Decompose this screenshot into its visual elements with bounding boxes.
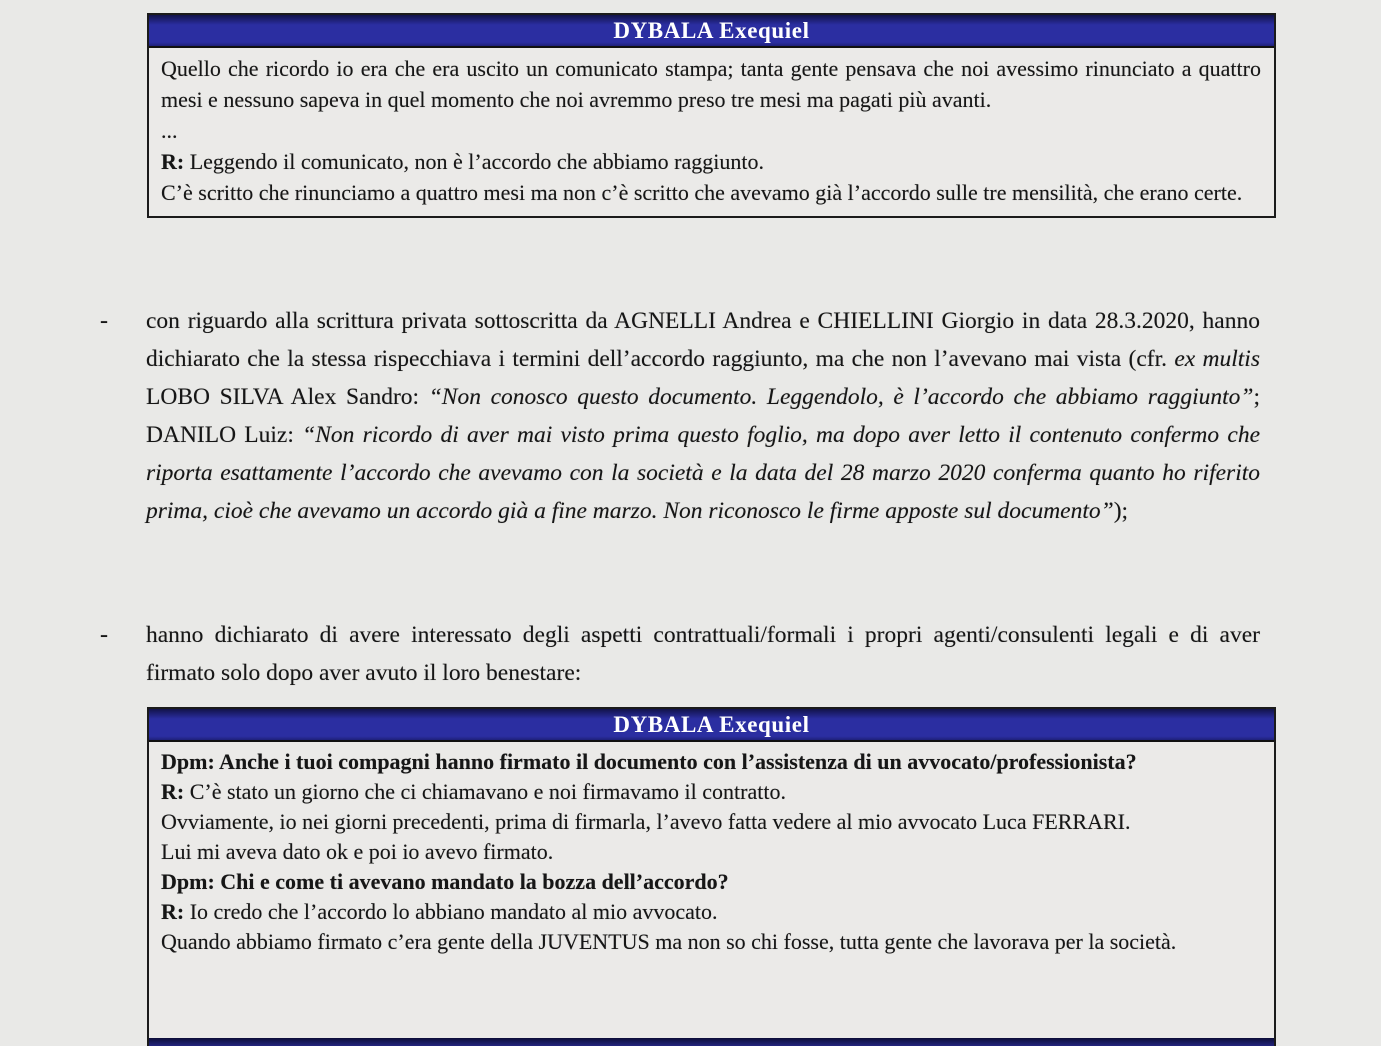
bullet-dash: - (100, 308, 108, 334)
text-segment: R: (161, 779, 185, 804)
testimony-line (161, 177, 1261, 208)
text-segment: R: (161, 149, 185, 174)
text-segment: “Non conosco questo documento. Leggendolo, è l’accordo che abbiamo raggiunto” (428, 384, 1254, 410)
testimony-line (161, 867, 1261, 897)
text-segment: ex multis (1174, 346, 1260, 372)
text-segment: Quando abbiamo firmato c’era gente della JUVENTUS ma non so chi fosse, tutta gente che lavorava per la società. (161, 929, 1177, 954)
testimony-line (161, 807, 1261, 837)
text-segment: Io credo che l’accordo lo abbiano mandato al mio avvocato. (184, 899, 718, 924)
bullet-paragraph (146, 302, 1260, 530)
text-segment: ); (1113, 498, 1129, 524)
witness-name: DYBALA Exequiel (613, 711, 810, 737)
text-segment: Dpm: Chi e come ti avevano mandato la bozza dell’accordo? (161, 869, 729, 894)
text-segment: hanno dichiarato di avere interessato degli aspetti contrattuali/formali i propri agenti/consulenti legali e di aver firmato solo dopo aver avuto il loro benestare: (146, 622, 1260, 686)
testimony-line (161, 115, 1261, 146)
testimony-box-1-body (149, 48, 1274, 216)
testimony-box-dybala-1 (147, 13, 1276, 218)
testimony-line (161, 747, 1261, 777)
testimony-box-dybala-2 (147, 707, 1276, 1046)
text-segment: R: (161, 899, 185, 924)
testimony-box-1-header (149, 15, 1274, 48)
text-segment: Quello che ricordo io era che era uscito un comunicato stampa; tanta gente pensava che noi avessimo rinunciato a quattro mesi e nessuno sapeva in quel momento che noi avremmo preso tre mesi ma pagati più avanti. (161, 56, 1261, 112)
witness-name: DYBALA Exequiel (613, 17, 810, 43)
testimony-line (161, 777, 1261, 807)
bullet-paragraph (146, 616, 1260, 692)
testimony-line (161, 897, 1261, 927)
text-segment: Dpm: Anche i tuoi compagni hanno firmato il documento con l’assistenza di un avvocato/professionista? (161, 749, 1137, 774)
text-segment: Leggendo il comunicato, non è l’accordo che abbiamo raggiunto. (184, 149, 764, 174)
text-segment: C’è stato un giorno che ci chiamavano e noi firmavamo il contratto. (184, 779, 786, 804)
text-segment: ... (161, 118, 178, 143)
testimony-line (161, 146, 1261, 177)
text-segment: Lui mi aveva dato ok e poi io avevo firmato. (161, 839, 554, 864)
text-segment: Ovviamente, io nei giorni precedenti, prima di firmarla, l’avevo fatta vedere al mio avvocato Luca FERRARI. (161, 809, 1131, 834)
testimony-line (161, 837, 1261, 867)
text-segment: LOBO SILVA Alex Sandro: (146, 384, 429, 410)
testimony-line (161, 53, 1261, 115)
testimony-box-2-header (149, 709, 1274, 742)
text-segment: con riguardo alla scrittura privata sottoscritta da AGNELLI Andrea e CHIELLINI Giorgio in data 28.3.2020, hanno dichiarato che la stessa rispecchiava i termini dell’accordo raggiunto, ma che non l’avevano mai vista (cfr. (146, 308, 1260, 372)
text-segment: C’è scritto che rinunciamo a quattro mesi ma non c’è scritto che avevamo già l’accordo sulle tre mensilità, che erano certe. (161, 180, 1243, 205)
next-section-header-strip (149, 1038, 1274, 1046)
testimony-box-2-body (149, 742, 1274, 965)
text-segment: ; DANILO Luiz: (146, 384, 1260, 448)
text-segment: “Non ricordo di aver mai visto prima questo foglio, ma dopo aver letto il contenuto confermo che riporta esattamente l’accordo che avevamo con la società e la data del 28 marzo 2020 conferma quanto ho riferito prima, cioè che avevamo un accordo già a fine marzo. Non riconosco le firme apposte sul documento” (146, 422, 1260, 524)
testimony-line (161, 927, 1261, 957)
bullet-dash: - (100, 622, 108, 648)
